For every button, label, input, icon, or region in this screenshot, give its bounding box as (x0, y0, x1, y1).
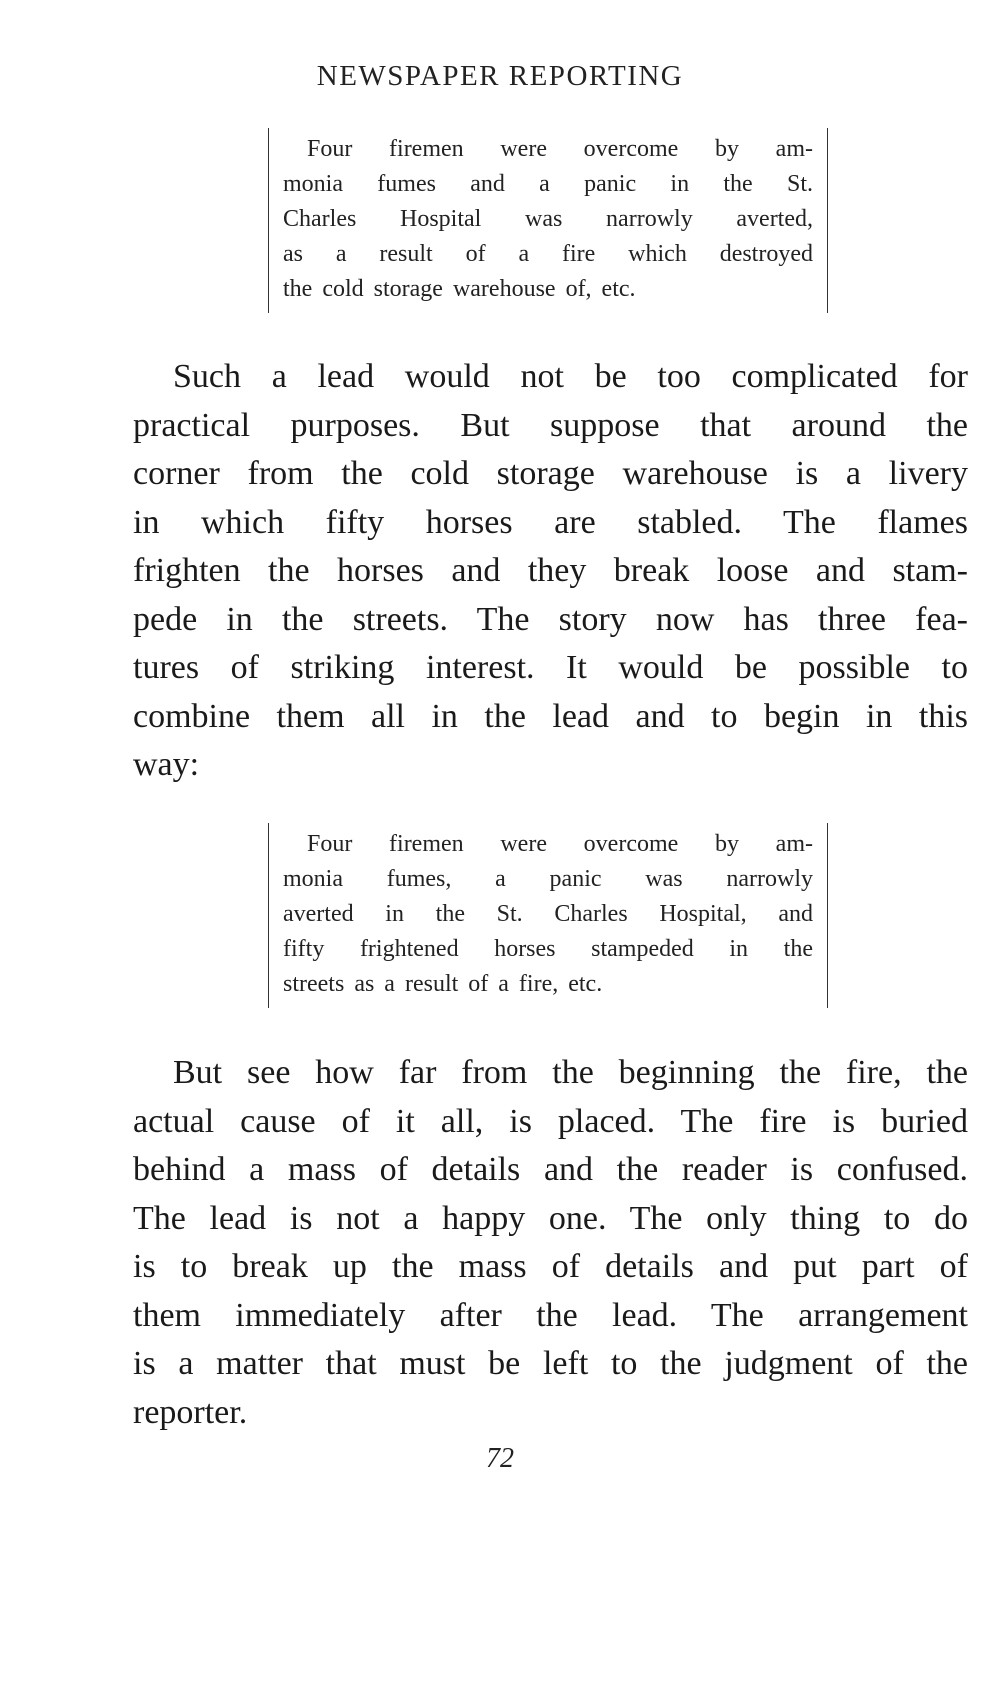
paragraph-line: But see how far from the beginning the fire, the (173, 1054, 968, 1091)
paragraph-line: is a matter that must be left to the judgment of the (133, 1345, 968, 1382)
page-number: 72 (486, 1443, 514, 1474)
quote-line: Four firemen were overcome by am- (307, 831, 813, 857)
paragraph-line: practical purposes. But suppose that around the (133, 406, 968, 444)
paragraph-line: combine them all in the lead and to begin in this (133, 697, 968, 735)
paragraph-line: way: (133, 746, 200, 783)
paragraph-line: corner from the cold storage warehouse is a livery (133, 455, 968, 492)
quote-line: the cold storage warehouse of, etc. (283, 276, 636, 302)
quote-line: Four firemen were overcome by am- (307, 136, 813, 162)
body-paragraph-1 (133, 353, 968, 790)
paragraph-line: tures of striking interest. It would be possible to (133, 649, 968, 686)
running-head: NEWSPAPER REPORTING (316, 60, 684, 92)
paragraph-line: is to break up the mass of details and put part of (133, 1248, 968, 1285)
quote-line: streets as a result of a fire, etc. (283, 971, 603, 997)
paragraph-line: pede in the streets. The story now has three fea- (133, 600, 968, 638)
quote-line: averted in the St. Charles Hospital, and (283, 901, 813, 927)
body-paragraph-2 (133, 1049, 968, 1437)
quoted-lead-example-1 (268, 128, 828, 313)
paragraph-line: them immediately after the lead. The arrangement (133, 1296, 968, 1334)
paragraph-line: in which fifty horses are stabled. The flames (133, 503, 968, 541)
paragraph-line: behind a mass of details and the reader is confused. (133, 1151, 968, 1188)
quote-line: as a result of a fire which destroyed (283, 241, 813, 267)
quoted-lead-example-2 (268, 823, 828, 1008)
quote-line: monia fumes and a panic in the St. (283, 171, 813, 197)
paragraph-line: The lead is not a happy one. The only thing to do (133, 1199, 968, 1237)
paragraph-line: actual cause of it all, is placed. The fire is buried (133, 1102, 968, 1140)
quote-line: Charles Hospital was narrowly averted, (283, 206, 813, 232)
paragraph-line: reporter. (133, 1393, 248, 1431)
paragraph-line: frighten the horses and they break loose and stam- (133, 552, 968, 589)
quote-line: fifty frightened horses stampeded in the (283, 936, 813, 962)
paragraph-line: Such a lead would not be too complicated for (173, 358, 968, 395)
quote-line: monia fumes, a panic was narrowly (283, 866, 813, 892)
